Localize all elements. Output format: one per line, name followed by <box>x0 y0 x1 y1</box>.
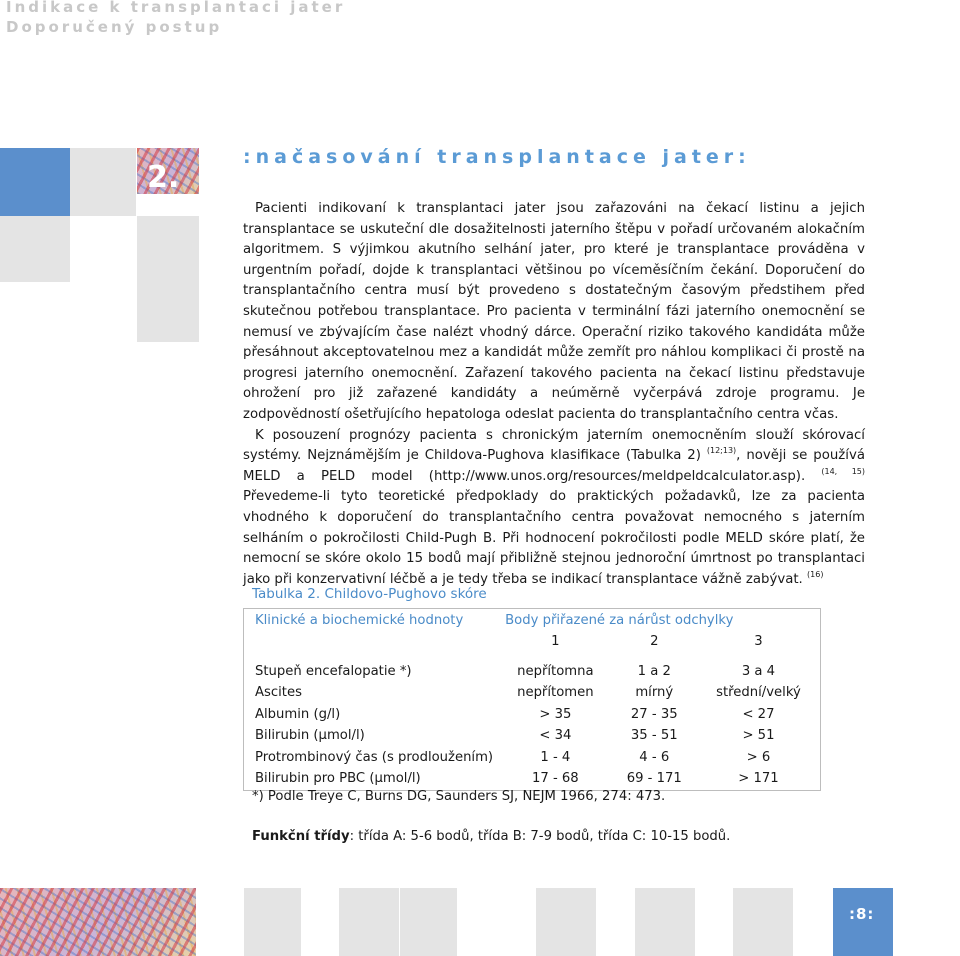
reference-3: (16) <box>807 569 824 579</box>
header-subtitle: Doporučený postup <box>6 18 223 36</box>
deco-square-blue <box>0 148 70 216</box>
paragraph-2: K posouzení prognózy pacienta s chronickým jaterním onemocněním slouží skórovací systémy. Nejznámějším je Childova-Pughova klasifikace (Tabulka 2) $^{(12;13)}$, nověji se používá MELD a PELD model (http://www.unos.org/resources/meldpeldcalculator.asp). $^{(14, 15)}$ Převedeme-li tyto teoretické předpoklady do praktických požadavků, lze za pacienta vhodného k doporučení do transplantačního centra považovat nemocného s jaterním selháním o pokročilosti Child-Pugh B. Při hodnocení pokročilosti podle MELD skóre platí, že nemocní se skóre okolo 15 bodů mají přibližně stejnou jednoroční úmrtnost po transplantaci jako při konzervativní léčbě a je tedy třeba se indikací transplantace vážně zabývat. $^{(16)}$ <box>243 427 865 587</box>
header-title: Indikace k transplantaci jater <box>6 0 346 16</box>
table-caption: Tabulka 2. Childovo-Pughovo skóre <box>252 586 487 602</box>
deco-square-light <box>0 216 70 282</box>
col-header-right: Body přiřazené za nárůst odchylky <box>505 612 734 628</box>
table-row: Ascites nepřítomen mírný střední/velký <box>255 685 801 701</box>
table-row: Albumin (g/l) > 35 27 - 35 < 27 <box>255 706 775 722</box>
deco-square-light <box>244 888 301 956</box>
table-footnote: *) Podle Treye C, Burns DG, Saunders SJ, NEJM 1966, 274: 473. <box>252 789 666 804</box>
table-header-row <box>244 609 821 632</box>
table-row: Stupeň encefalopatie *) nepřítomna 1 a 2 3 a 4 <box>255 663 776 679</box>
reference-1: (12;13) <box>706 446 737 456</box>
section-number-artwork <box>137 148 199 194</box>
page-number: :8: <box>849 905 875 923</box>
table-row: Bilirubin pro PBC (µmol/l) 17 - 68 69 - 171 > 171 <box>255 771 779 787</box>
table-row: Protrombinový čas (s prodloužením) 1 - 4 4 - 6 > 6 <box>255 749 771 765</box>
section-number: 2. <box>147 160 180 194</box>
deco-square-light <box>635 888 695 956</box>
deco-square-light <box>70 148 136 216</box>
deco-square-light <box>137 216 199 282</box>
functional-classes-label: Funkční třídy <box>252 829 350 844</box>
deco-square-light <box>137 282 199 342</box>
functional-classes <box>252 829 730 844</box>
deco-square-light <box>536 888 596 956</box>
functional-classes-text: : třída A: 5-6 bodů, třída B: 7-9 bodů, třída C: 10-15 bodů. <box>349 829 731 844</box>
bottom-artwork <box>0 888 196 956</box>
deco-square-light <box>400 888 457 956</box>
paragraph-1: Pacienti indikovaní k transplantaci jater jsou zařazováni na čekací listinu a jejich transplantace se uskuteční dle dosažitelnosti jaterního štěpu v pořadí určovaném alokačním algoritmem. S výjimkou akutního selhání jater, pro které je transplantace prováděna v urgentním pořadí, dojde k transplantaci většinou po víceměsíčním čekání. Doporučení do transplantačního centra musí být provedeno s dostatečným časovým předstihem před skutečnou potřebou transplantace. Pro pacienta v terminální fázi jaterního onemocnění se nemusí ve zbývajícím čase nalézt vhodný dárce. Operační riziko takového kandidáta může přesáhnout akceptovatelnou mez a kandidát může zemřít pro náhlou komplikaci či prostě na progresi jaterního onemocnění. Zařazení takového pacienta na čekací listinu představuje ohrožení pro již zařazené kandidáty a neúměrně vyčerpává zdroje programu. Je zodpovědností ošetřujícího hepatologa odeslat pacienta do transplantačního centra včas. <box>243 201 865 422</box>
section-title: :načasování transplantace jater: <box>243 146 751 168</box>
page-number-block <box>833 888 893 956</box>
deco-square-light <box>733 888 793 956</box>
col-header-left: Klinické a biochemické hodnoty <box>255 612 464 628</box>
table-row: Bilirubin (µmol/l) < 34 35 - 51 > 51 <box>255 728 775 744</box>
deco-square-light <box>339 888 399 956</box>
child-pugh-table <box>243 608 821 791</box>
score-columns-row: 1 2 3 <box>551 634 763 650</box>
reference-2: (14, 15) <box>821 466 865 476</box>
body-text <box>243 199 865 590</box>
